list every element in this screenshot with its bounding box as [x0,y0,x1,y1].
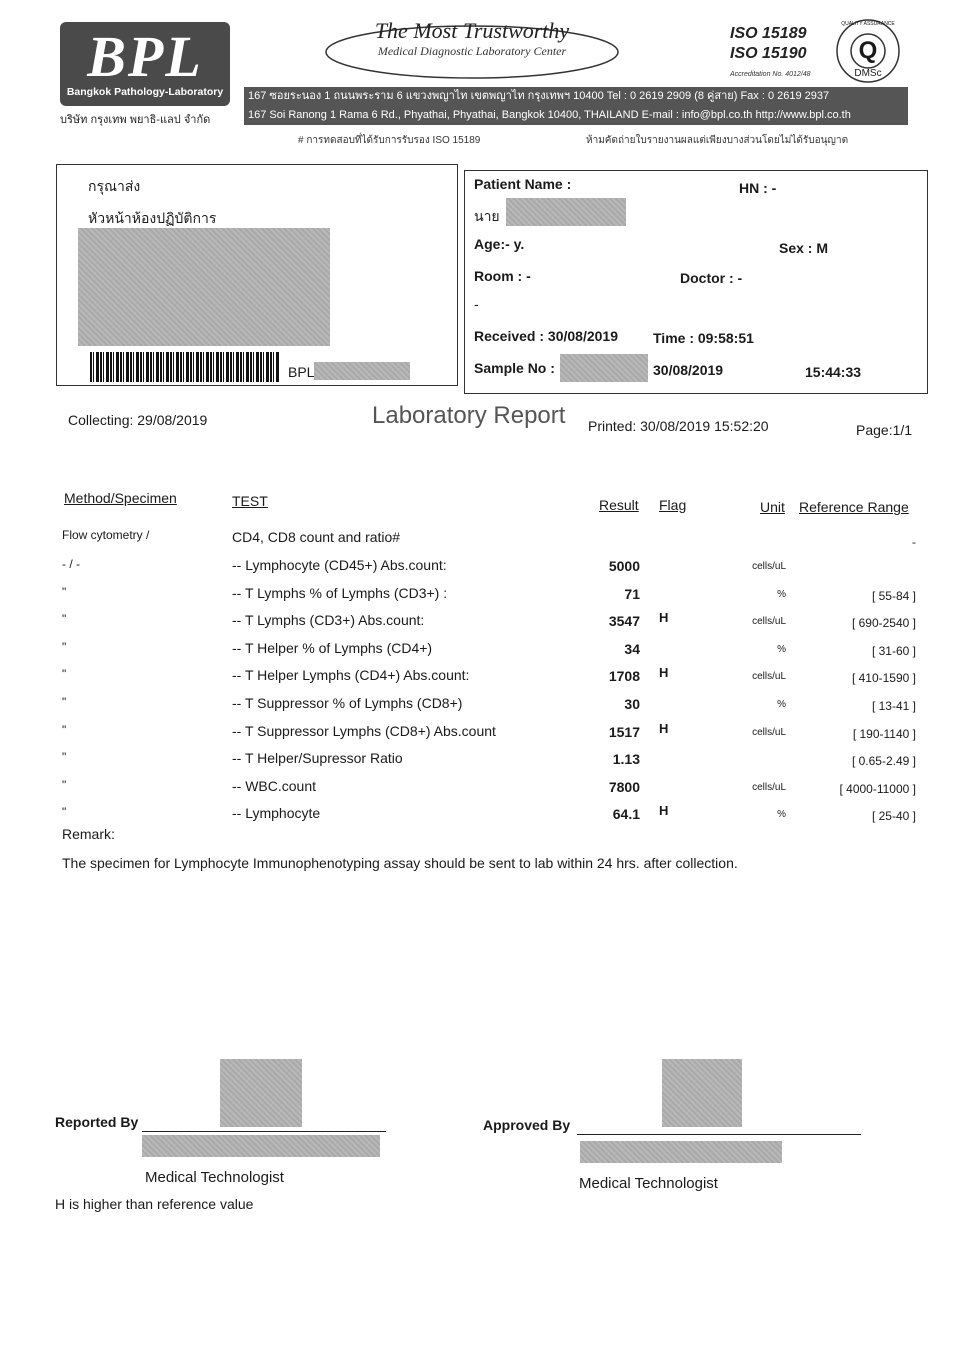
printed-date: Printed: 30/08/2019 15:52:20 [588,418,769,434]
row-method-7: " [62,723,67,737]
row-method-5: " [62,667,67,681]
row-ref-7: [ 190-1140 ] [852,727,916,741]
slogan-subtitle: Medical Diagnostic Laboratory Center [377,44,567,58]
group-method: Flow cytometry / [62,528,150,542]
patient-prefix: นาย [474,208,500,224]
flag-footnote: H is higher than reference value [55,1196,254,1212]
approved-name-redacted [580,1141,782,1163]
approved-signature [662,1059,742,1127]
row-ref-10: [ 25-40 ] [871,809,916,823]
row-ref-3: [ 690-2540 ] [851,616,916,630]
row-ref-8: [ 0.65-2.49 ] [851,754,916,768]
seal-ring-text: QUALITY ASSURANCE [841,21,895,27]
row-test-8: -- T Helper/Supressor Ratio [232,750,403,766]
row-unit-7: cells/uL [752,727,786,738]
doctor-label: Doctor : - [680,270,743,286]
row-unit-1: cells/uL [752,561,786,572]
received-label: Received : 30/08/2019 [474,328,618,344]
sample-label: Sample No : [474,360,555,376]
row-ref-9: [ 4000-11000 ] [839,782,916,796]
reported-by-label: Reported By [55,1114,139,1130]
reported-signature [220,1059,302,1127]
row-method-2: " [62,585,67,599]
row-unit-6: % [777,699,786,710]
row-method-8: " [62,750,67,764]
group-reference: - [912,535,916,549]
row-unit-9: cells/uL [752,782,786,793]
iso-15189: ISO 15189 [730,25,807,42]
time-label: Time : 09:58:51 [653,330,754,346]
row-result-10: 64.1 [612,806,640,822]
row-test-2: -- T Lymphs % of Lymphs (CD3+) : [232,585,448,601]
patient-dash: - [474,296,479,312]
redacted-barcode-number [314,362,410,380]
logo-text: BPL [87,24,203,89]
row-unit-2: % [777,589,786,600]
sample-time: 15:44:33 [805,364,862,380]
row-ref-2: [ 55-84 ] [871,589,916,603]
header-unit: Unit [760,499,785,515]
iso-certifications [730,24,807,64]
quality-assurance-seal [835,18,901,84]
row-method-6: " [62,695,67,709]
row-result-2: 71 [624,586,640,602]
iso-note: # การทดสอบที่ได้รับการรับรอง ISO 15189 [298,135,481,146]
row-test-4: -- T Helper % of Lymphs (CD4+) [232,640,433,656]
row-method-3: " [62,612,67,626]
row-test-1: -- Lymphocyte (CD45+) Abs.count: [232,557,447,573]
sender-line-2: หัวหน้าห้องปฏิบัติการ [88,210,217,226]
row-test-10: -- Lymphocyte [232,805,321,821]
barcode-prefix: BPL [288,364,315,380]
bpl-logo [60,22,230,106]
reported-title: Medical Technologist [145,1169,284,1186]
row-result-9: 7800 [608,779,640,795]
header-result: Result [599,497,639,513]
row-test-9: -- WBC.count [232,778,317,794]
patient-name-label: Patient Name : [474,176,572,192]
row-flag-10: H [659,803,669,818]
iso-15190: ISO 15190 [730,45,807,62]
row-ref-6: [ 13-41 ] [871,699,916,713]
header-flag: Flag [659,497,687,513]
row-result-6: 30 [624,696,640,712]
redacted-sample-number [560,354,648,382]
row-method-10: " [62,805,67,819]
row-unit-5: cells/uL [752,671,786,682]
slogan [322,18,622,74]
page-number: Page:1/1 [856,422,913,438]
age-label: Age:- y. [474,236,525,252]
slogan-title: The Most Trustworthy [374,18,570,43]
row-result-5: 1708 [608,668,640,684]
row-result-7: 1517 [608,724,640,740]
row-unit-3: cells/uL [752,616,786,627]
copy-restriction-note: ห้ามคัดถ่ายใบรายงานผลแต่เพียงบางส่วนโดยไม่ได้รับอนุญาต [586,135,849,146]
row-test-3: -- T Lymphs (CD3+) Abs.count: [232,612,425,628]
approved-by-label: Approved By [483,1117,571,1133]
row-result-8: 1.13 [612,751,640,767]
group-test: CD4, CD8 count and ratio# [232,529,401,545]
approved-signature-line [577,1134,861,1135]
row-result-1: 5000 [608,558,640,574]
collecting-date: Collecting: 29/08/2019 [68,412,208,428]
row-ref-5: [ 410-1590 ] [851,671,916,685]
reported-signature-line [142,1131,386,1132]
address-bar [244,87,908,125]
header-test: TEST [232,493,268,509]
row-method-9: " [62,778,67,792]
row-result-3: 3547 [608,613,640,629]
row-method-1: - / - [62,557,80,571]
row-test-5: -- T Helper Lymphs (CD4+) Abs.count: [232,667,470,683]
report-title: Laboratory Report [372,402,566,429]
company-thai-name: บริษัท กรุงเทพ พยาธิ-แลป จำกัด [60,114,211,126]
remark-label: Remark: [62,826,115,842]
reported-name-redacted [142,1135,380,1157]
seal-bottom-text: DMSc [854,68,882,79]
room-label: Room : - [474,268,531,284]
row-result-4: 34 [624,641,640,657]
row-unit-10: % [777,809,786,820]
redacted-address [78,228,330,346]
seal-letter: Q [858,37,878,64]
sex-label: Sex : M [779,240,829,256]
row-ref-4: [ 31-60 ] [871,644,916,658]
row-flag-5: H [659,665,669,680]
approved-title: Medical Technologist [579,1175,718,1192]
header-reference: Reference Range [799,499,909,515]
row-flag-7: H [659,721,669,736]
address-thai: 167 ซอยระนอง 1 ถนนพระราม 6 แขวงพญาไท เขตพญาไท กรุงเทพฯ 10400 Tel : 0 2619 2909 (8 คู่สาย) Fax : 0 2619 2937 [248,90,830,102]
row-test-6: -- T Suppressor % of Lymphs (CD8+) [232,695,463,711]
address-english: 167 Soi Ranong 1 Rama 6 Rd., Phyathai, Phyathai, Bangkok 10400, THAILAND E-mail : info@bpl.co.th http://www.bpl.co.th [248,109,851,121]
hn-label: HN : - [739,180,777,196]
row-method-4: " [62,640,67,654]
header-method: Method/Specimen [64,490,177,506]
row-test-7: -- T Suppressor Lymphs (CD8+) Abs.count [232,723,496,739]
remark-text: The specimen for Lymphocyte Immunophenotyping assay should be sent to lab within 24 hrs. after collection. [62,855,738,871]
sample-date: 30/08/2019 [653,362,724,378]
row-flag-3: H [659,610,669,625]
sender-line-1: กรุณาส่ง [88,178,141,194]
row-unit-4: % [777,644,786,655]
barcode [90,352,280,382]
redacted-patient-name [506,198,626,226]
logo-subtitle: Bangkok Pathology-Laboratory [66,86,224,98]
accreditation-number: Accreditation No. 4012/48 [730,71,811,78]
